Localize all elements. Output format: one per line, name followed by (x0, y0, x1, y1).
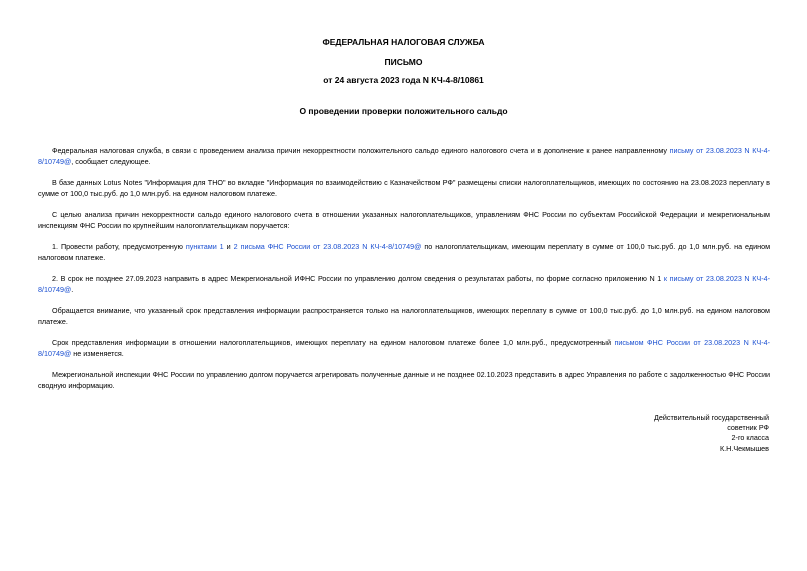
paragraph-text: и (223, 242, 234, 251)
paragraph-text: не изменяется. (71, 348, 124, 358)
paragraph-item-1 (38, 242, 770, 263)
paragraph-intro (38, 146, 770, 167)
reference-link[interactable]: письму от 23.08.2023 N КЧ-4-8/10749@ (38, 146, 770, 166)
paragraph-text: , сообщает следующее. (71, 156, 151, 166)
reference-link[interactable]: 2 письма ФНС России от 23.08.2023 N КЧ-4-8/10749@ (233, 242, 422, 251)
document-type: ПИСЬМО (384, 57, 423, 67)
signatory-name: К.Н.Чекмышев (720, 443, 769, 453)
paragraph-text: . (71, 284, 74, 294)
paragraph-database: В базе данных Lotus Notes "Информация для ТНО" во вкладке "Информация по взаимодействию с Казначейством РФ" размещены списки налогоплательщиков, имеющих по состоянию на 23.08.2023 переплату в сумме от 100,0 тыс.руб. до 1,0 млн.руб. на едином налоговом платеже. (38, 178, 770, 198)
reference-link[interactable]: к письму от 23.08.2023 N КЧ-4-8/10749@ (38, 274, 770, 294)
reference-link[interactable]: письмом ФНС России от 23.08.2023 N КЧ-4-8/10749@ (38, 338, 770, 358)
paragraph-text: по налогоплательщикам, имеющим переплату в сумме от 100,0 тыс.руб. до 1,0 млн.руб. на едином налоговом платеже. (38, 242, 771, 262)
paragraph-text: Срок представления информации в отношении налогоплательщиков, имеющих переплату на едином налоговом платеже более 1,0 млн.руб., предусмотренный (52, 338, 615, 347)
reference-link[interactable]: пунктами 1 (185, 242, 224, 251)
paragraph-aggregation: Межрегиональной инспекции ФНС России по управлению долгом поручается агрегировать полученные данные и не позднее 02.10.2023 представить в адрес Управления по работе с задолженностью ФНС России сводную информацию. (38, 370, 770, 390)
signature-block (654, 413, 769, 454)
document-date-number: от 24 августа 2023 года N КЧ-4-8/10861 (323, 75, 484, 85)
document-subject: О проведении проверки положительного сальдо (299, 106, 508, 116)
paragraph-text: 1. Провести работу, предусмотренную (52, 242, 186, 251)
signature-rank-line-1: Действительный государственный (654, 413, 769, 422)
paragraph-text: Федеральная налоговая служба, в связи с проведением анализа причин некорректности положительного сальдо единого налогового счета и в дополнение к ранее направленному (52, 146, 670, 155)
paragraph-deadline (38, 338, 770, 359)
paragraph-item-2 (38, 274, 770, 295)
issuer-title: ФЕДЕРАЛЬНАЯ НАЛОГОВАЯ СЛУЖБА (322, 37, 485, 47)
document-body (38, 146, 770, 402)
paragraph-instruction: С целью анализа причин некорректности сальдо единого налогового счета в отношении указанных налогоплательщиков, управлениям ФНС России по субъектам Российской Федерации и межрегиональным инспекциям ФНС России по крупнейшим налогоплательщикам поручается: (38, 210, 770, 230)
signature-rank-line-2: советник РФ (727, 423, 769, 433)
paragraph-text: 2. В срок не позднее 27.09.2023 направить в адрес Межрегиональной ИФНС России по управлению долгом сведения о результатах работы, по форме согласно приложению N 1 (52, 274, 664, 283)
signature-rank-line-3: 2-го класса (731, 433, 769, 443)
paragraph-attention: Обращается внимание, что указанный срок представления информации распространяется только на налогоплательщиков, имеющих переплату в сумме от 100,0 тыс.руб. до 1,0 млн.руб. на едином налоговом платеже. (38, 306, 770, 326)
